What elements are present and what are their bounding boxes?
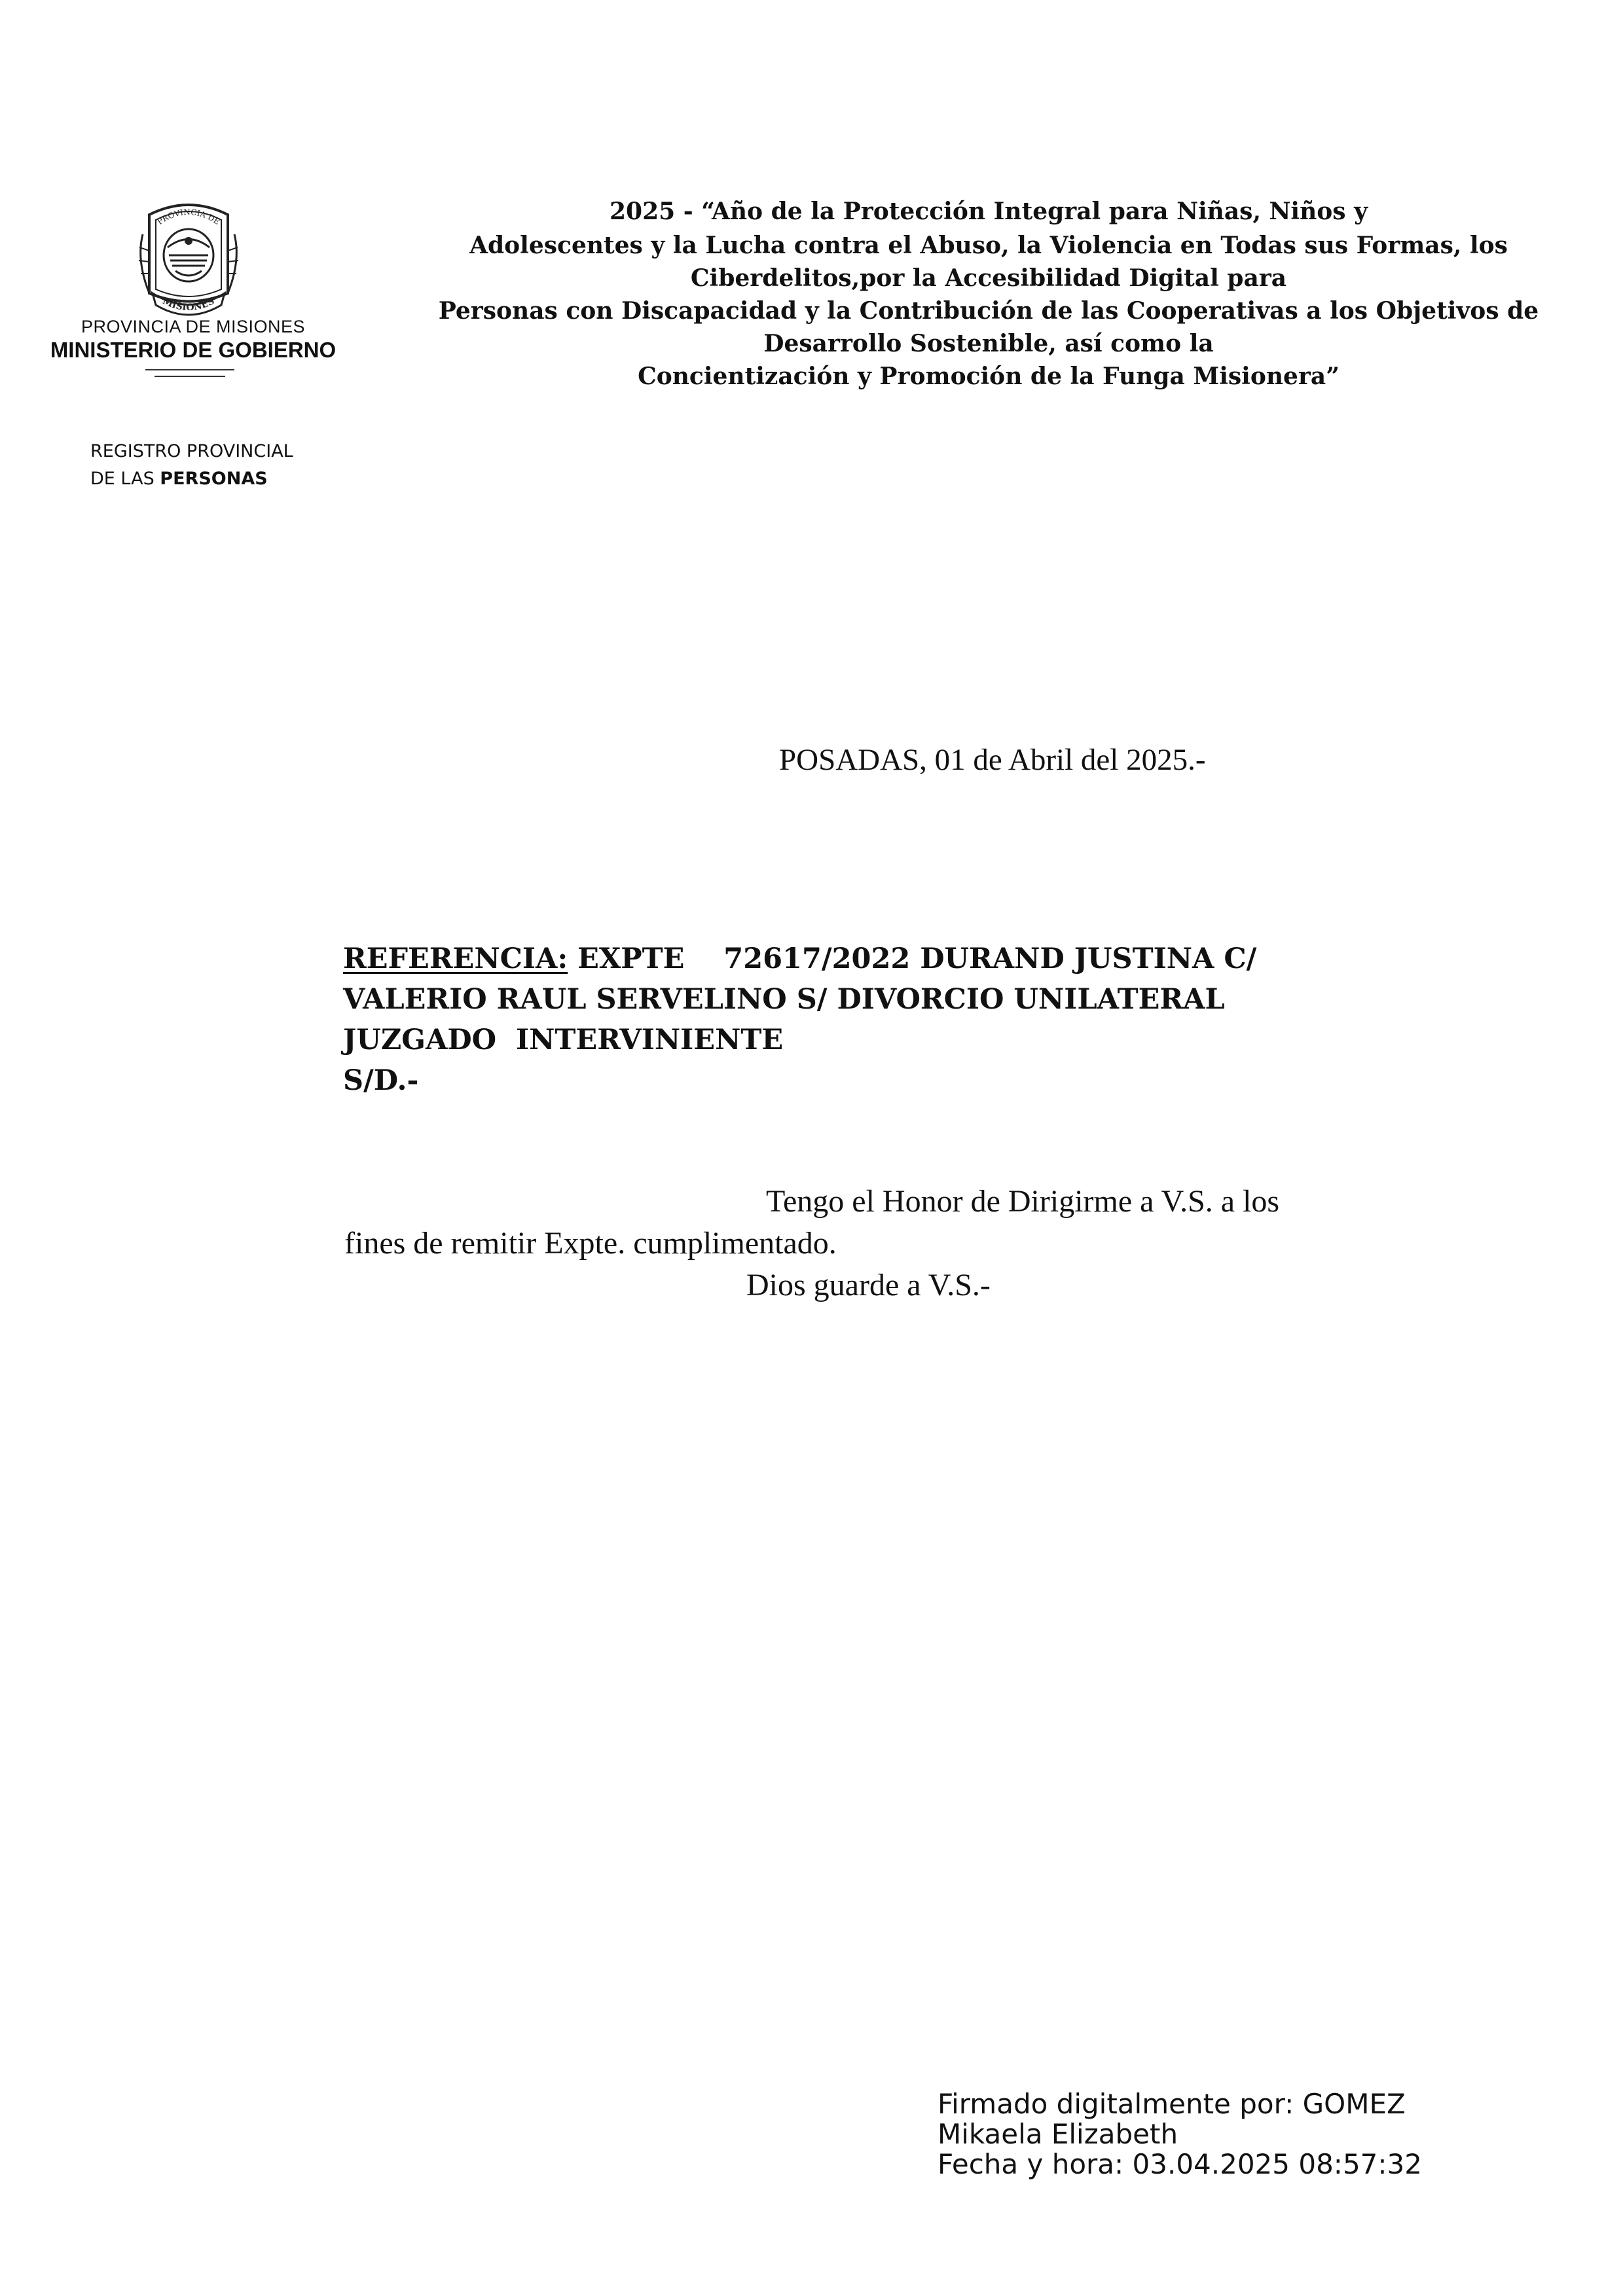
motto-line: Personas con Discapacidad y la Contribución de las Cooperativas a los Objetivos de bbox=[438, 297, 1539, 325]
motto-line: 2025 - “Año de la Protección Integral para Niñas, Niños y bbox=[609, 198, 1368, 225]
provincial-seal-logo bbox=[123, 195, 254, 326]
seal-text-bottom: MISIONES bbox=[160, 296, 217, 314]
motto-line: Concientización y Promoción de la Funga Misionera” bbox=[638, 363, 1340, 390]
date-line: POSADAS, 01 de Abril del 2025.- bbox=[779, 743, 1206, 777]
motto-line: Ciberdelitos,por la Accesibilidad Digital para bbox=[690, 264, 1287, 292]
logo-province-name: PROVINCIA DE MISIONES bbox=[81, 317, 306, 336]
logo-ministry-name: MINISTERIO DE GOBIERNO bbox=[50, 338, 337, 362]
seal-emblem-icon bbox=[123, 195, 254, 326]
department-prefix: DE LAS bbox=[90, 469, 160, 489]
reference-line3: JUZGADO INTERVINIENTE bbox=[343, 1024, 784, 1056]
seal-text-top: PROVINCIA DE bbox=[155, 207, 222, 227]
reference-line2: VALERIO RAUL SERVELINO S/ DIVORCIO UNILATERAL bbox=[343, 983, 1225, 1016]
logo-divider bbox=[145, 369, 234, 370]
reference-line1 bbox=[343, 942, 1256, 975]
department-name-line2 bbox=[90, 469, 268, 489]
logo-divider bbox=[155, 376, 225, 377]
svg-text:PROVINCIA DE bbox=[156, 207, 222, 226]
department-bold: PERSONAS bbox=[160, 469, 268, 489]
department-name-line1: REGISTRO PROVINCIAL bbox=[90, 441, 293, 461]
motto-line: Adolescentes y la Lucha contra el Abuso, la Violencia en Todas sus Formas, los bbox=[469, 232, 1508, 259]
signature-timestamp: Fecha y hora: 03.04.2025 08:57:32 bbox=[938, 2148, 1422, 2180]
body-line2: fines de remitir Expte. cumplimentado. bbox=[344, 1226, 837, 1261]
body-closing: Dios guarde a V.S.- bbox=[746, 1268, 991, 1302]
signature-line2: Mikaela Elizabeth bbox=[938, 2118, 1178, 2150]
reference-expediente: EXPTE 72617/2022 DURAND JUSTINA C/ bbox=[568, 942, 1257, 975]
reference-label: REFERENCIA: bbox=[343, 942, 568, 975]
body-line1: Tengo el Honor de Dirigirme a V.S. a los bbox=[766, 1184, 1280, 1219]
motto-line: Desarrollo Sostenible, así como la bbox=[763, 330, 1214, 357]
signature-line1: Firmado digitalmente por: GOMEZ bbox=[938, 2088, 1406, 2120]
reference-line4: S/D.- bbox=[343, 1064, 419, 1097]
